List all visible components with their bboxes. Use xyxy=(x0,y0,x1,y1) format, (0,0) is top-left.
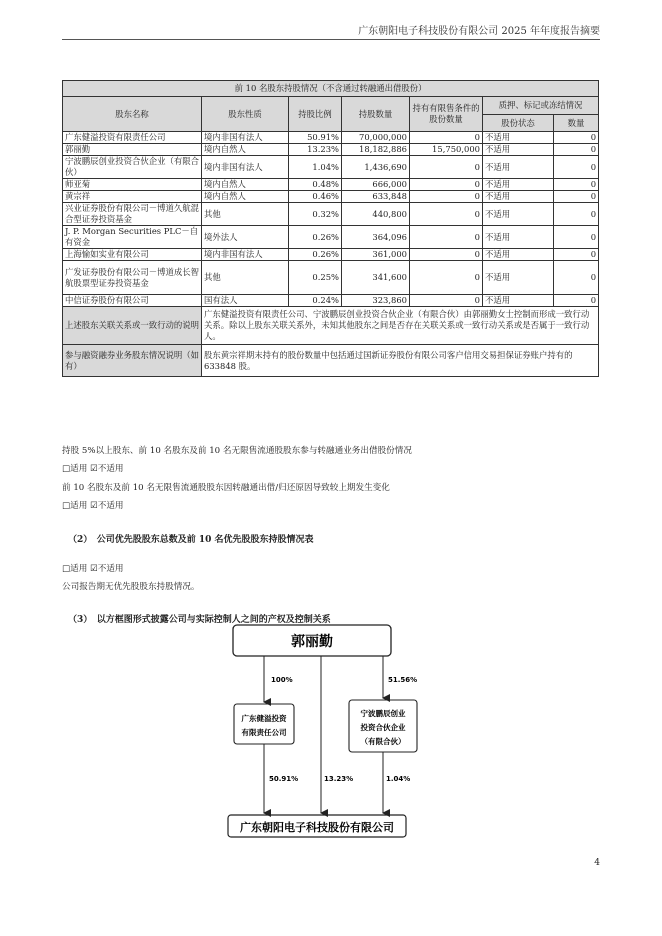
change-title: 前 10 名股东及前 10 名无限售流通股股东因转融通出借/归还原因导致较上期发生变化 xyxy=(62,483,390,493)
cell-restricted: 0 xyxy=(410,132,483,144)
section2-title: （2） 公司优先股股东总数及前 10 名优先股股东持股情况表 xyxy=(68,535,314,545)
cell-status: 不适用 xyxy=(483,132,554,144)
col-header-name: 股东名称 xyxy=(63,97,202,132)
relation-text: 广东健溢投资有限责任公司、宁波鹏辰创业投资合伙企业（有限合伙）由郭丽勤女士控制而形成一致行动关系。除以上股东关联关系外，未知其他股东之间是否存在关联关系或一致行动关系或是否属于一致行动人。 xyxy=(202,307,599,345)
controller-name: 郭丽勤 xyxy=(291,634,333,650)
cell-ratio: 13.23% xyxy=(289,144,342,156)
left-entity-line2: 有限责任公司 xyxy=(241,728,287,737)
margin-text: 股东黄宗祥期末持有的股份数量中包括通过国新证券股份有限公司客户信用交易担保证券账户持有的 633848 股。 xyxy=(202,345,599,377)
left-entity-box xyxy=(234,704,294,744)
cell-name: 广发证券股份有限公司－博道成长智航股票型证券投资基金 xyxy=(63,261,202,295)
cell-name: 郭丽勤 xyxy=(63,144,202,156)
page-header: 广东朝阳电子科技股份有限公司 2025 年年度报告摘要 xyxy=(358,26,600,37)
cell-nature: 境内自然人 xyxy=(202,191,289,203)
cell-ratio: 1.04% xyxy=(289,156,342,179)
cell-restricted: 0 xyxy=(410,295,483,307)
cell-ratio: 0.48% xyxy=(289,179,342,191)
col-header-ratio: 持股比例 xyxy=(289,97,342,132)
cell-restricted: 0 xyxy=(410,156,483,179)
pct-left-company: 50.91% xyxy=(269,775,299,783)
cell-ratio: 0.46% xyxy=(289,191,342,203)
cell-pledge-qty: 0 xyxy=(554,295,599,307)
cell-restricted: 0 xyxy=(410,179,483,191)
cell-name: 广东健溢投资有限责任公司 xyxy=(63,132,202,144)
cell-status: 不适用 xyxy=(483,156,554,179)
cell-status: 不适用 xyxy=(483,179,554,191)
right-entity-line3: （有限合伙） xyxy=(360,737,406,746)
cell-restricted: 0 xyxy=(410,191,483,203)
cell-pledge-qty: 0 xyxy=(554,226,599,249)
col-header-pledge-qty: 数量 xyxy=(554,115,599,132)
cell-restricted: 0 xyxy=(410,249,483,261)
cell-pledge-qty: 0 xyxy=(554,203,599,226)
relation-label: 上述股东关联关系或一致行动的说明 xyxy=(63,307,202,345)
cell-nature: 境内自然人 xyxy=(202,144,289,156)
cell-ratio: 0.25% xyxy=(289,261,342,295)
cell-name: J. P. Morgan Securities PLC－自有资金 xyxy=(63,226,202,249)
cell-nature: 其他 xyxy=(202,261,289,295)
cell-status: 不适用 xyxy=(483,295,554,307)
cell-ratio: 0.32% xyxy=(289,203,342,226)
cell-pledge-qty: 0 xyxy=(554,156,599,179)
cell-restricted: 0 xyxy=(410,261,483,295)
cell-qty: 364,096 xyxy=(342,226,410,249)
cell-qty: 633,848 xyxy=(342,191,410,203)
section2-text: 公司报告期无优先股股东持股情况。 xyxy=(62,582,200,592)
cell-name: 上海愉如实业有限公司 xyxy=(63,249,202,261)
cell-qty: 1,436,690 xyxy=(342,156,410,179)
cell-ratio: 0.24% xyxy=(289,295,342,307)
cell-restricted: 15,750,000 xyxy=(410,144,483,156)
cell-nature: 其他 xyxy=(202,203,289,226)
section3-title: （3） 以方框图形式披露公司与实际控制人之间的产权及控制关系 xyxy=(68,615,331,625)
cell-name: 黄宗祥 xyxy=(63,191,202,203)
pct-right-company: 1.04% xyxy=(386,775,411,783)
cell-nature: 境内自然人 xyxy=(202,179,289,191)
cell-status: 不适用 xyxy=(483,226,554,249)
col-header-nature: 股东性质 xyxy=(202,97,289,132)
cell-nature: 境外法人 xyxy=(202,226,289,249)
cell-qty: 18,182,886 xyxy=(342,144,410,156)
col-header-restricted: 持有有限售条件的股份数量 xyxy=(410,97,483,132)
cell-nature: 境内非国有法人 xyxy=(202,132,289,144)
company-name: 广东朝阳电子科技股份有限公司 xyxy=(240,821,394,834)
cell-pledge-qty: 0 xyxy=(554,249,599,261)
cell-qty: 361,000 xyxy=(342,249,410,261)
page-number: 4 xyxy=(594,858,600,868)
margin-label: 参与融资融券业务股东情况说明（如有） xyxy=(63,345,202,377)
cell-qty: 70,000,000 xyxy=(342,132,410,144)
section2-check: □适用 ☑不适用 xyxy=(62,564,124,574)
pct-controller-company: 13.23% xyxy=(324,775,354,783)
right-entity-line2: 投资合伙企业 xyxy=(360,723,406,732)
cell-status: 不适用 xyxy=(483,249,554,261)
lending-check: □适用 ☑不适用 xyxy=(62,464,124,474)
right-entity-line1: 宁波鹏辰创业 xyxy=(360,709,406,718)
cell-qty: 440,800 xyxy=(342,203,410,226)
left-entity-line1: 广东健溢投资 xyxy=(241,714,287,723)
cell-status: 不适用 xyxy=(483,203,554,226)
cell-name: 师亚菊 xyxy=(63,179,202,191)
cell-ratio: 0.26% xyxy=(289,226,342,249)
cell-name: 兴业证券股份有限公司－博道久航混合型证券投资基金 xyxy=(63,203,202,226)
cell-qty: 666,000 xyxy=(342,179,410,191)
cell-pledge-qty: 0 xyxy=(554,132,599,144)
cell-restricted: 0 xyxy=(410,226,483,249)
cell-name: 宁波鹏辰创业投资合伙企业（有限合伙） xyxy=(63,156,202,179)
pct-controller-right: 51.56% xyxy=(388,676,418,684)
cell-nature: 境内非国有法人 xyxy=(202,156,289,179)
cell-nature: 国有法人 xyxy=(202,295,289,307)
cell-pledge-qty: 0 xyxy=(554,179,599,191)
col-header-qty: 持股数量 xyxy=(342,97,410,132)
cell-status: 不适用 xyxy=(483,191,554,203)
cell-ratio: 0.26% xyxy=(289,249,342,261)
cell-qty: 323,860 xyxy=(342,295,410,307)
cell-nature: 境内非国有法人 xyxy=(202,249,289,261)
change-check: □适用 ☑不适用 xyxy=(62,501,124,511)
cell-restricted: 0 xyxy=(410,203,483,226)
cell-name: 中信证券股份有限公司 xyxy=(63,295,202,307)
cell-status: 不适用 xyxy=(483,261,554,295)
pct-controller-left: 100% xyxy=(271,676,293,684)
cell-qty: 341,600 xyxy=(342,261,410,295)
cell-status: 不适用 xyxy=(483,144,554,156)
col-header-pledge-group: 质押、标记或冻结情况 xyxy=(483,97,599,115)
col-header-pledge-status: 股份状态 xyxy=(483,115,554,132)
table-title: 前 10 名股东持股情况（不含通过转融通出借股份） xyxy=(63,81,599,97)
cell-pledge-qty: 0 xyxy=(554,144,599,156)
cell-ratio: 50.91% xyxy=(289,132,342,144)
cell-pledge-qty: 0 xyxy=(554,261,599,295)
lending-title: 持股 5%以上股东、前 10 名股东及前 10 名无限售流通股股东参与转融通业务出借股份情况 xyxy=(62,446,412,456)
cell-pledge-qty: 0 xyxy=(554,191,599,203)
